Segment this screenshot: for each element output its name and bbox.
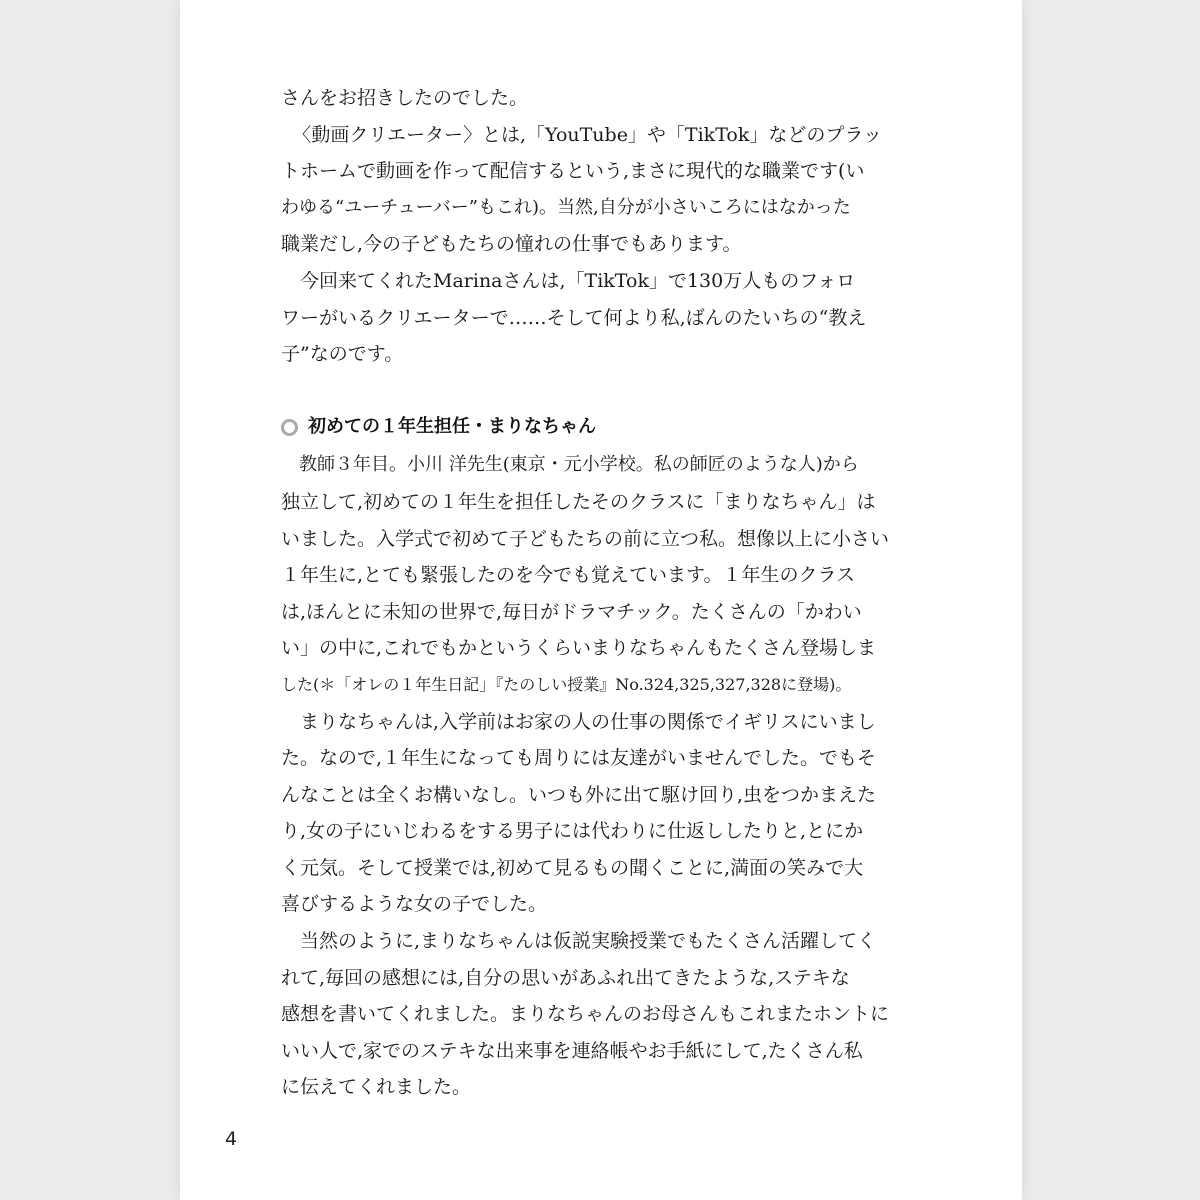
- page-number: 4: [225, 1128, 238, 1150]
- text-line: た。なので,１年生になっても周りには友達がいませんでした。でもそ: [281, 747, 877, 770]
- text-line: い」の中に,これでもかというくらいまりなちゃんもたくさん登場しま: [281, 637, 877, 660]
- text-line: さんをお招きしたのでした。: [281, 87, 529, 109]
- text-line: トホームで動画を作って配信するという,まさに現代的な職業です(い: [281, 160, 865, 183]
- text-line: 職業だし,今の子どもたちの憧れの仕事でもあります。: [281, 233, 742, 256]
- text-line: まりなちゃんは,入学前はお家の人の仕事の関係でイギリスにいまし: [300, 710, 876, 733]
- text-line: いました。入学式で初めて子どもたちの前に立つ私。想像以上に小さい: [281, 527, 890, 550]
- ring-bullet-icon: [281, 419, 298, 436]
- text-line: １年生に,とても緊張したのを今でも覚えています。１年生のクラス: [281, 564, 855, 587]
- text-line: した(＊「オレの１年生日記」『たのしい授業』No.324,325,327,328に登場)。: [281, 674, 852, 694]
- text-line: 感想を書いてくれました。まりなちゃんのお母さんもこれまたホントに: [281, 1003, 890, 1026]
- book-page: [180, 0, 1022, 1200]
- text-line: 今回来てくれたMarinaさんは,「TikTok」で130万人ものフォロ: [300, 269, 856, 292]
- text-line: いい人で,家でのステキな出来事を連絡帳やお手紙にして,たくさん私: [281, 1039, 863, 1062]
- text-line: ワーがいるクリエーターで……そして何より私,ばんのたいちの“教え: [281, 306, 867, 329]
- text-line: 独立して,初めての１年生を担任したそのクラスに「まりなちゃん」は: [281, 490, 876, 513]
- text-line: に伝えてくれました。: [281, 1076, 472, 1099]
- section-heading: [281, 409, 921, 446]
- text-line: 子”なのです。: [281, 343, 404, 366]
- body-text: [281, 80, 921, 1106]
- text-line: 教師３年目。小川 洋先生(東京・元小学校。私の師匠のような人)から: [299, 454, 859, 476]
- section-heading-text: 初めての１年生担任・まりなちゃん: [308, 415, 596, 437]
- text-line: わゆる“ユーチューバー”もこれ)。当然,自分が小さいころにはなかった: [281, 196, 851, 218]
- text-line: 喜びするような女の子でした。: [281, 893, 548, 916]
- text-line: り,女の子にいじわるをする男子には代わりに仕返ししたりと,とにか: [281, 820, 864, 843]
- text-line: 〈動画クリエーター〉とは,「YouTube」や「TikTok」などのプラッ: [292, 123, 882, 146]
- text-line: は,ほんとに未知の世界で,毎日がドラマチック。たくさんの「かわい: [281, 600, 862, 623]
- text-line: れて,毎回の感想には,自分の思いがあふれ出てきたような,ステキな: [281, 966, 850, 989]
- text-line: んなことは全くお構いなし。いつも外に出て駆け回り,虫をつかまえた: [281, 783, 877, 806]
- text-line: く元気。そして授業では,初めて見るもの聞くことに,満面の笑みで大: [281, 856, 864, 879]
- text-line: 当然のように,まりなちゃんは仮説実験授業でもたくさん活躍してく: [300, 930, 877, 953]
